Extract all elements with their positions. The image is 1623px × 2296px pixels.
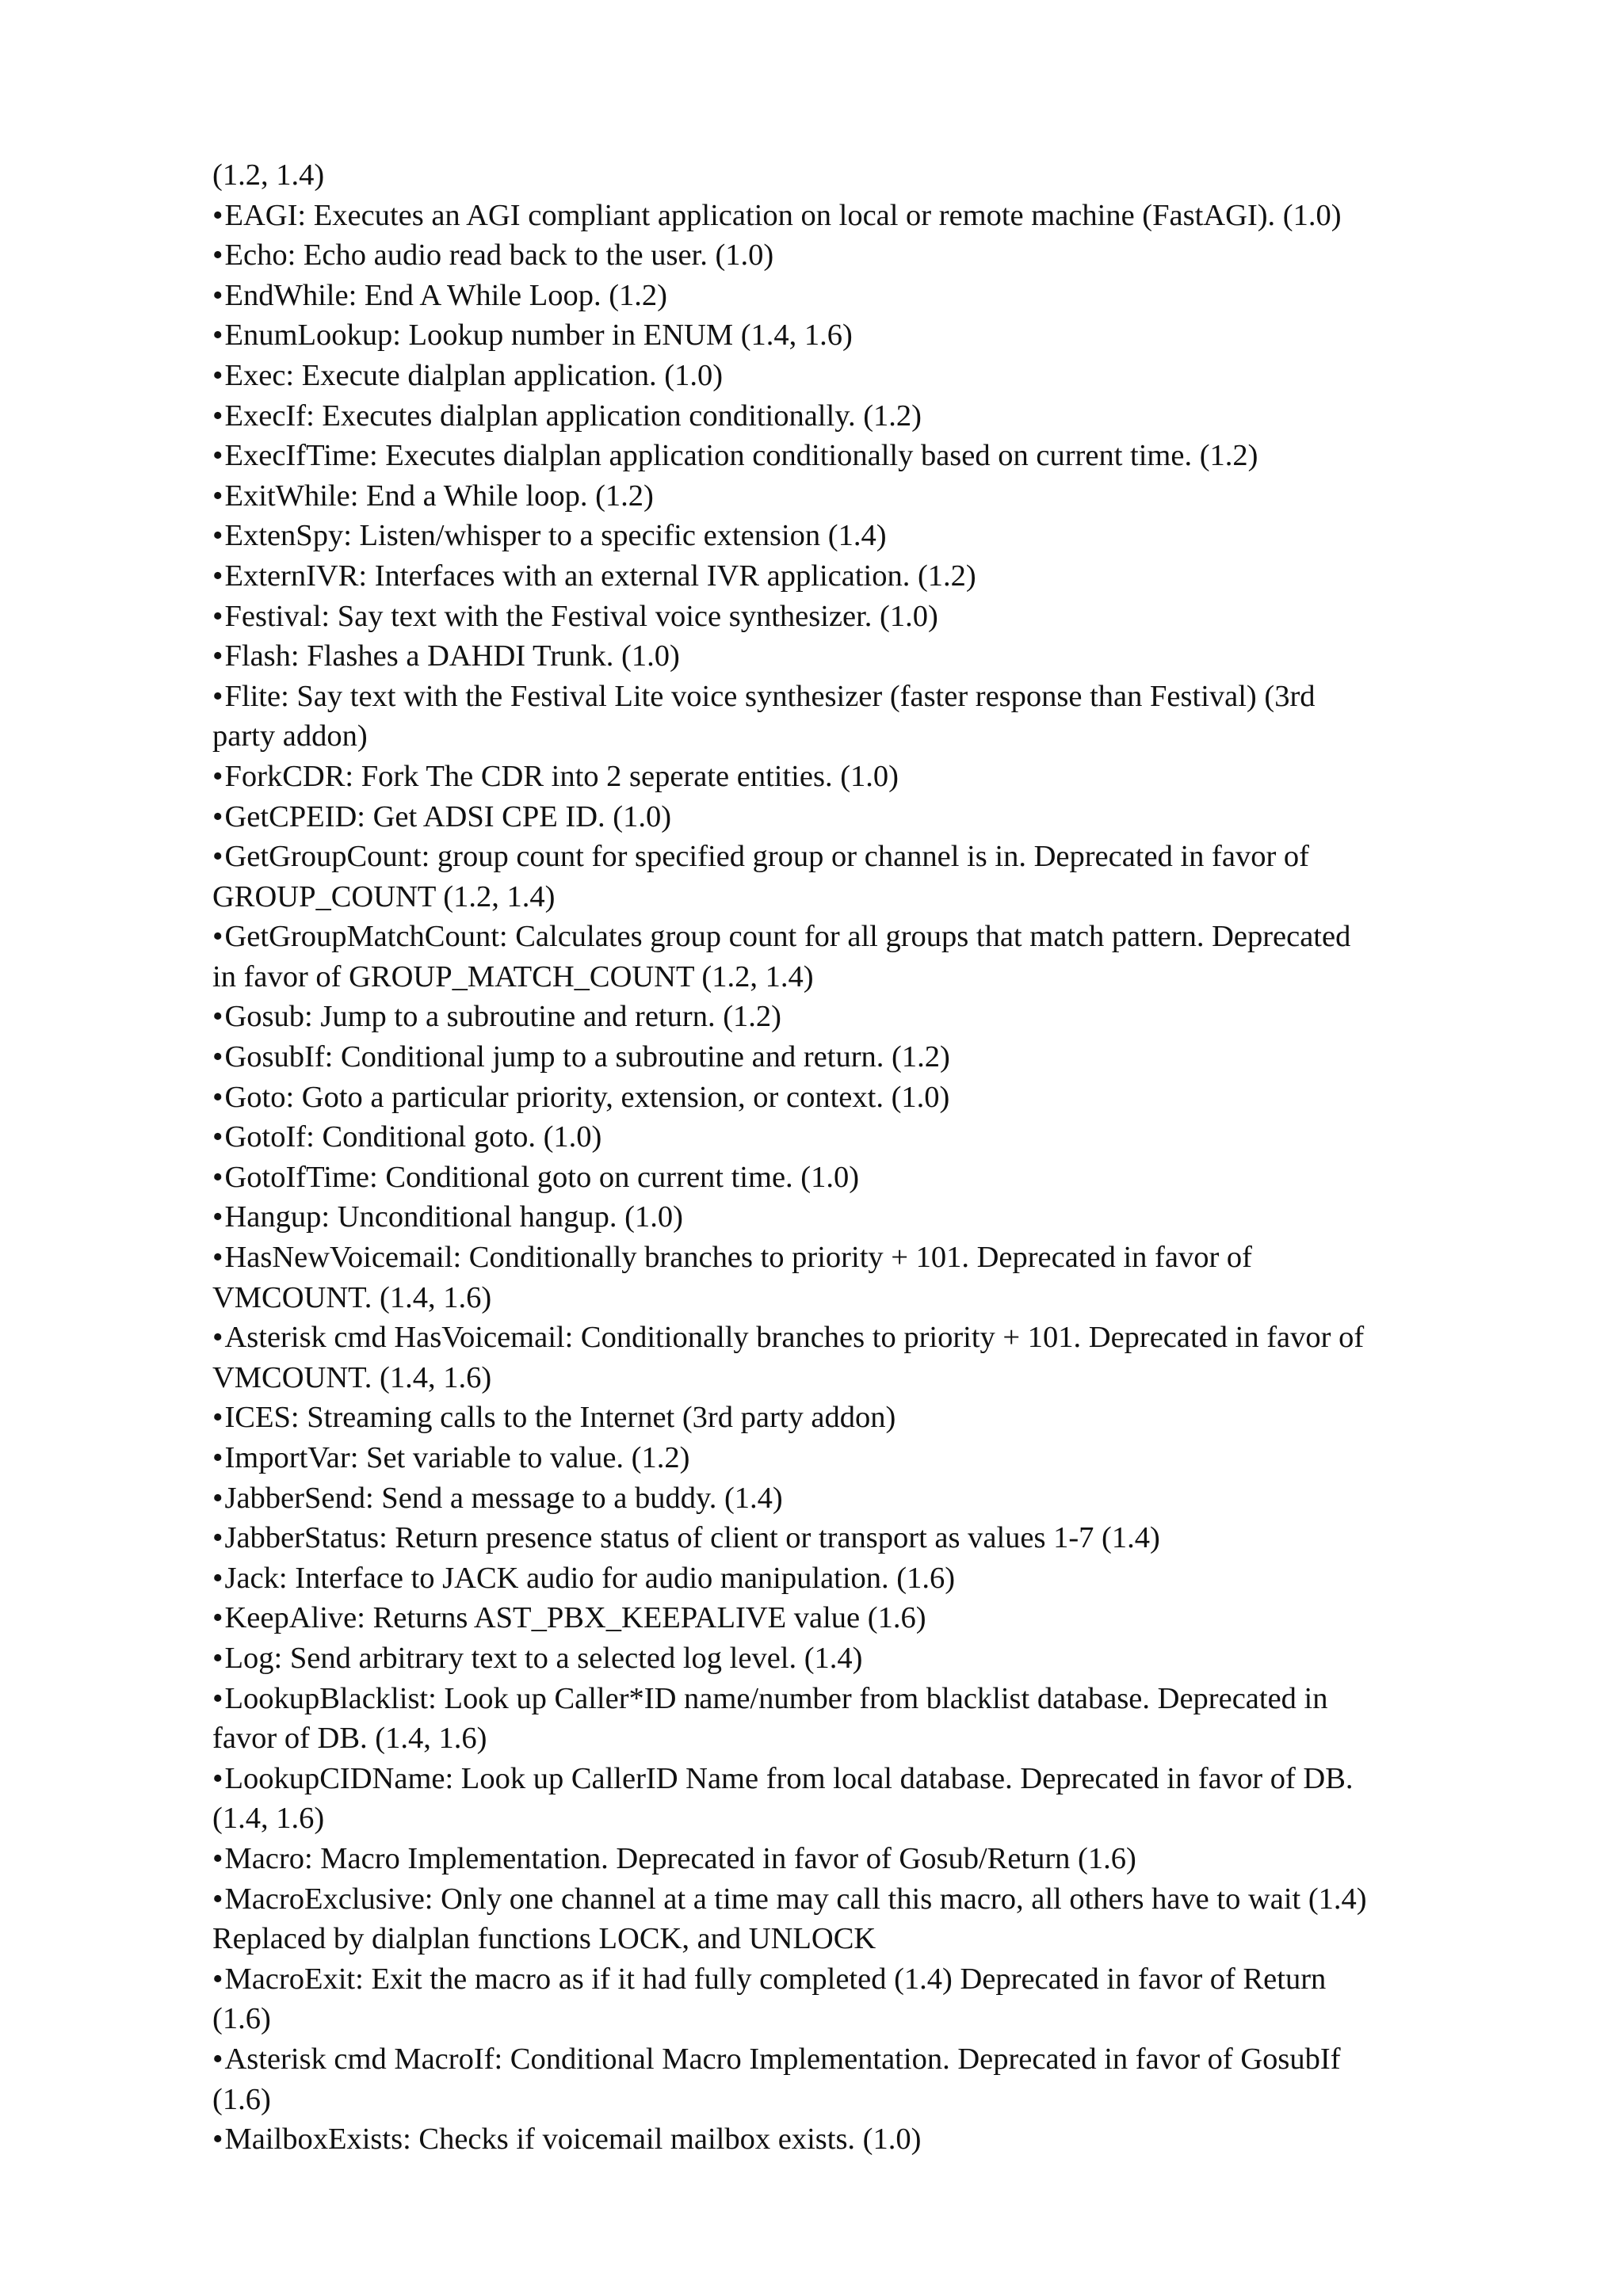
list-item-text: Jack: Interface to JACK audio for audio manipulation. (1.6) (224, 1561, 956, 1595)
bullet-icon: • (212, 1040, 223, 1074)
list-item-continuation (212, 877, 1480, 917)
list-item-text: ExternIVR: Interfaces with an external IVR application. (1.2) (224, 559, 976, 593)
list-item-text: GetGroupCount: group count for specified group or channel is in. Deprecated in favor of (224, 840, 1309, 874)
list-item-continuation (212, 1999, 1480, 2039)
list-item (212, 196, 1480, 236)
list-item-text: GosubIf: Conditional jump to a subroutine and return. (1.2) (224, 1040, 950, 1074)
bullet-icon: • (212, 1000, 223, 1034)
list-item-text: ImportVar: Set variable to value. (1.2) (224, 1441, 690, 1474)
list-item (212, 436, 1480, 476)
list-item (212, 1478, 1480, 1519)
list-item (212, 1197, 1480, 1238)
list-item-text: LookupBlacklist: Look up Caller*ID name/number from blacklist database. Deprecated in (224, 1681, 1328, 1715)
list-item-text: in favor of GROUP_MATCH_COUNT (1.2, 1.4) (212, 959, 814, 994)
list-item (212, 636, 1480, 677)
list-item (212, 917, 1480, 957)
list-item-text: KeepAlive: Returns AST_PBX_KEEPALIVE value (1.6) (224, 1601, 926, 1635)
list-item (212, 476, 1480, 517)
list-item-text: MailboxExists: Checks if voicemail mailbox exists. (1.0) (224, 2122, 922, 2157)
list-item (212, 556, 1480, 597)
bullet-icon: • (212, 1962, 223, 1996)
bullet-icon: • (212, 679, 223, 713)
bullet-icon: • (212, 1521, 223, 1555)
bullet-icon: • (212, 479, 223, 513)
list-item-continuation (212, 716, 1480, 757)
list-item-continuation (212, 1278, 1480, 1318)
bullet-icon: • (212, 2042, 223, 2076)
list-item (212, 276, 1480, 316)
list-item-text: Log: Send arbitrary text to a selected log level. (1.4) (224, 1641, 863, 1675)
bullet-icon: • (212, 1321, 223, 1355)
document-body (212, 155, 1480, 2160)
list-item-text: MacroExclusive: Only one channel at a time may call this macro, all others have to wait (1.4) (224, 1882, 1367, 1916)
list-item-text: party addon) (212, 719, 368, 753)
list-item-text: VMCOUNT. (1.4, 1.6) (212, 1280, 492, 1314)
bullet-icon: • (212, 1120, 223, 1154)
list-item (212, 396, 1480, 437)
list-item (212, 1438, 1480, 1478)
list-item-text: ExecIfTime: Executes dialplan application conditionally based on current time. (1.2) (224, 439, 1258, 473)
list-item (212, 1558, 1480, 1599)
bullet-icon: • (212, 920, 223, 954)
list-item (212, 356, 1480, 396)
list-item-continuation (212, 155, 1480, 196)
list-item-text: JabberSend: Send a message to a buddy. (1.4) (224, 1481, 783, 1515)
list-item-text: Flash: Flashes a DAHDI Trunk. (1.0) (224, 639, 680, 673)
list-item-text: ExecIf: Executes dialplan application conditionally. (1.2) (224, 399, 922, 433)
list-item (212, 1759, 1480, 1799)
list-item (212, 797, 1480, 837)
list-item (212, 837, 1480, 877)
list-item-text: EndWhile: End A While Loop. (1.2) (224, 278, 667, 312)
bullet-icon: • (212, 2122, 223, 2157)
bullet-icon: • (212, 278, 223, 312)
list-item (212, 516, 1480, 556)
list-item-text: MacroExit: Exit the macro as if it had fully completed (1.4) Deprecated in favor of Return (224, 1962, 1327, 1996)
bullet-icon: • (212, 840, 223, 874)
bullet-icon: • (212, 318, 223, 353)
list-item (212, 1158, 1480, 1198)
list-item (212, 1518, 1480, 1558)
bullet-icon: • (212, 1160, 223, 1194)
list-item (212, 235, 1480, 276)
bullet-icon: • (212, 399, 223, 433)
list-item (212, 1679, 1480, 1719)
list-item-text: GetGroupMatchCount: Calculates group count for all groups that match pattern. Deprecated (224, 920, 1351, 954)
bullet-icon: • (212, 1882, 223, 1916)
list-item-text: (1.6) (212, 2082, 271, 2116)
bullet-icon: • (212, 1761, 223, 1795)
list-item-text: Macro: Macro Implementation. Deprecated in favor of Gosub/Return (1.6) (224, 1841, 1136, 1875)
bullet-icon: • (212, 1241, 223, 1275)
bullet-icon: • (212, 1401, 223, 1435)
list-item-continuation (212, 2080, 1480, 2120)
list-item (212, 1318, 1480, 1358)
list-item-text: (1.6) (212, 2002, 271, 2036)
list-item-text: GotoIf: Conditional goto. (1.0) (224, 1120, 602, 1154)
bullet-icon: • (212, 1601, 223, 1635)
list-item (212, 1839, 1480, 1879)
bullet-icon: • (212, 1841, 223, 1875)
list-item-text: Flite: Say text with the Festival Lite voice synthesizer (faster response than Festival) (3rd (224, 679, 1316, 713)
bullet-icon: • (212, 1080, 223, 1114)
list-item-continuation (212, 1919, 1480, 1959)
list-item-text: GotoIfTime: Conditional goto on current time. (1.0) (224, 1160, 860, 1194)
list-item-text: ExtenSpy: Listen/whisper to a specific extension (1.4) (224, 519, 887, 553)
bullet-icon: • (212, 198, 223, 232)
list-item (212, 1117, 1480, 1158)
list-item-text: Gosub: Jump to a subroutine and return. (1.2) (224, 1000, 781, 1034)
list-item (212, 1638, 1480, 1679)
list-item-text: EAGI: Executes an AGI compliant application on local or remote machine (FastAGI). (1.0) (224, 198, 1342, 232)
list-item (212, 997, 1480, 1037)
list-item-text: JabberStatus: Return presence status of client or transport as values 1-7 (1.4) (224, 1521, 1160, 1555)
bullet-icon: • (212, 238, 223, 273)
list-item (212, 2119, 1480, 2160)
list-item (212, 677, 1480, 717)
list-item (212, 757, 1480, 797)
list-item-text: HasNewVoicemail: Conditionally branches to priority + 101. Deprecated in favor of (224, 1241, 1252, 1275)
list-item-continuation (212, 1358, 1480, 1398)
bullet-icon: • (212, 1200, 223, 1234)
bullet-icon: • (212, 559, 223, 593)
list-item (212, 1598, 1480, 1638)
list-item-text: Festival: Say text with the Festival voice synthesizer. (1.0) (224, 599, 938, 633)
list-item-text: Exec: Execute dialplan application. (1.0) (224, 358, 724, 392)
bullet-icon: • (212, 1641, 223, 1675)
list-item-text: GetCPEID: Get ADSI CPE ID. (1.0) (224, 799, 672, 833)
list-item (212, 1959, 1480, 2000)
bullet-icon: • (212, 1441, 223, 1474)
list-item (212, 1398, 1480, 1438)
bullet-icon: • (212, 1681, 223, 1715)
list-item-text: favor of DB. (1.4, 1.6) (212, 1722, 487, 1756)
list-item-text: ExitWhile: End a While loop. (1.2) (224, 479, 654, 513)
bullet-icon: • (212, 519, 223, 553)
bullet-icon: • (212, 1561, 223, 1595)
list-item-text: Asterisk cmd HasVoicemail: Conditionally branches to priority + 101. Deprecated in favor of (224, 1321, 1365, 1355)
list-item-text: Hangup: Unconditional hangup. (1.0) (224, 1200, 683, 1234)
bullet-icon: • (212, 599, 223, 633)
list-item (212, 1879, 1480, 1920)
list-item (212, 1077, 1480, 1118)
list-item-text: ForkCDR: Fork The CDR into 2 seperate entities. (1.0) (224, 759, 899, 793)
list-item-text: LookupCIDName: Look up CallerID Name from local database. Deprecated in favor of DB. (224, 1761, 1354, 1795)
list-item-text: EnumLookup: Lookup number in ENUM (1.4, 1.6) (224, 318, 853, 353)
list-item-text: VMCOUNT. (1.4, 1.6) (212, 1360, 492, 1394)
list-item-continuation (212, 957, 1480, 997)
bullet-icon: • (212, 639, 223, 673)
bullet-icon: • (212, 759, 223, 793)
list-item-continuation (212, 1718, 1480, 1759)
bullet-icon: • (212, 439, 223, 473)
bullet-icon: • (212, 1481, 223, 1515)
list-item-continuation (212, 1798, 1480, 1839)
list-item-text: ICES: Streaming calls to the Internet (3rd party addon) (224, 1401, 896, 1435)
list-item-text: Goto: Goto a particular priority, extension, or context. (1.0) (224, 1080, 950, 1114)
list-item-text: Echo: Echo audio read back to the user. (1.0) (224, 238, 774, 273)
list-item-text: Asterisk cmd MacroIf: Conditional Macro Implementation. Deprecated in favor of GosubIf (224, 2042, 1341, 2076)
list-item (212, 597, 1480, 637)
list-item (212, 1238, 1480, 1278)
list-item-text: GROUP_COUNT (1.2, 1.4) (212, 879, 556, 913)
list-item (212, 2039, 1480, 2080)
list-item (212, 1037, 1480, 1077)
list-item-text: (1.2, 1.4) (212, 158, 325, 192)
list-item (212, 315, 1480, 356)
bullet-icon: • (212, 358, 223, 392)
bullet-icon: • (212, 799, 223, 833)
list-item-text: (1.4, 1.6) (212, 1802, 325, 1836)
list-item-text: Replaced by dialplan functions LOCK, and UNLOCK (212, 1922, 876, 1956)
